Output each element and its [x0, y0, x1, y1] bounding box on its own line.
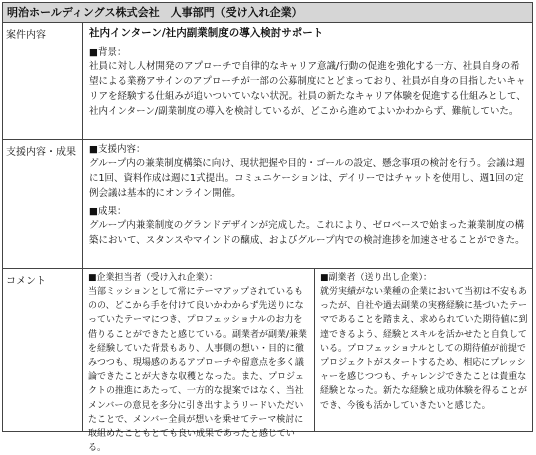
table-title: 明治ホールディングス株式会社 人事部門（受け入れ企業）: [3, 3, 532, 23]
background-heading: ■背景：: [89, 47, 127, 58]
support-label: 支援内容・成果: [3, 140, 83, 268]
comment-label: コメント: [3, 269, 83, 431]
case-row: [3, 23, 532, 140]
support-content: [83, 140, 532, 268]
company-comment: [83, 269, 315, 454]
comment-row: [3, 269, 532, 454]
info-table: [2, 2, 533, 454]
company-comment-heading: ■企業担当者（受け入れ企業）：: [88, 273, 219, 283]
comment-content: [83, 269, 532, 454]
case-title: 社内インターン/社内副業制度の導入検討サポート: [89, 27, 324, 39]
worker-comment-text: 就労実績がない業種の企業において当初は不安もあったが、自社や過去副業の実務経験に基づいたテーマであることを踏まえ、求められていた期待値に到達できるよう、経験とスキルを活かせたと自負している。プロフェッショナルとしての期待値が前提でプロジェクトがスタートするため、相応にプレッシャーを感じつつも、チャレンジできたことは貴重な経験となった。新たな経験と成功体験を得ることができ、今後も活かしていきたいと感じた。: [320, 287, 528, 411]
worker-comment: [315, 269, 532, 431]
case-content: [83, 23, 532, 139]
support-row: [3, 140, 532, 269]
result-heading: ■成果：: [89, 206, 127, 217]
result-text: グループ内兼業制度のグランドデザインが完成した。これにより、ゼロベースで始まった兼業制度の構築において、スタンスやマインドの醸成、およびグループ内での検討進捗を加速させることができた。: [89, 220, 525, 246]
worker-comment-heading: ■副業者（送り出し企業）：: [320, 273, 433, 283]
case-label: 案件内容: [3, 23, 83, 139]
company-comment-text: 当部ミッションとして常にテーマアップされているものの、どこから手を付けて良いかわからず先送りになっていたテーマにつき、プロフェッショナルのお力を借りることができたと感じている。副業者が副業/兼業を経験していた背景もあり、人事側の想い・目的に徹みつつも、現場感のあるアプローチや留意点を多く議論できたことが大きな収穫となった。また、プロジェクトの推進にあたって、一方的な提案ではなく、当社メンバーの意見を多分に引き出すようリードいただいたことで、メンバー全員が想いを乗せてテーマ検討に取組めたこともとても良い成果であったと感じている。: [88, 287, 308, 454]
support-content-text: グループ内の兼業制度構築に向け、現状把握や目的・ゴールの設定、懸念事項の検討を行う。会議は週に1回、資料作成は週に1式提出。コミュニケーションは、デイリーではチャットを使用し、週1回の定例会議は基本的にオンライン開催。: [89, 158, 525, 199]
background-text: 社員に対し人材開発のアプローチで自律的なキャリア意識/行動の促進を強化する一方、社員自身の希望による業務アサインのアプローチが一部の公募制度にとどまっており、社員が自身の目指したいキャリアを経験する仕組みが追いついていない状況。社員の新たなキャリア体験を促進する仕組みとして、社内インターン/副業制度の導入を検討しているが、どこから進めてよいかわからず、難航していた。: [89, 61, 526, 117]
support-content-heading: ■支援内容：: [89, 144, 146, 155]
